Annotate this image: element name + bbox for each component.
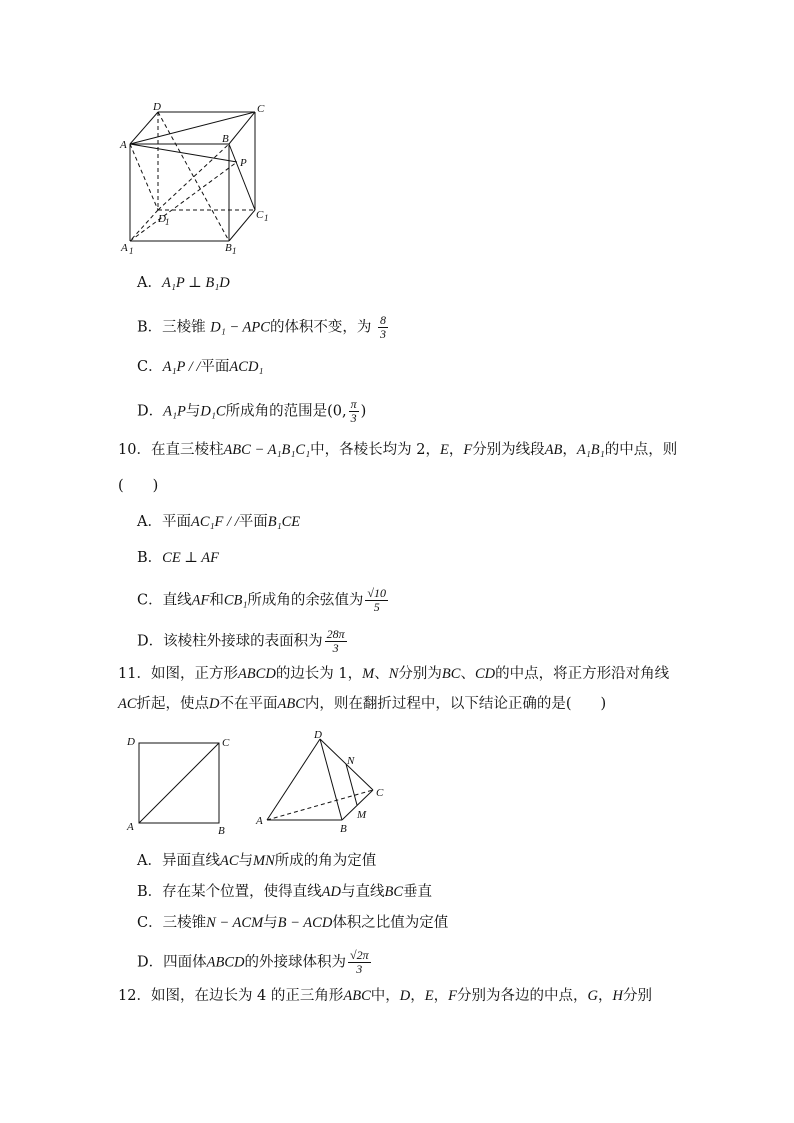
label-D1: D [158, 213, 166, 225]
label-P: P [240, 157, 247, 169]
label-D: D [127, 736, 135, 748]
fraction: $\frac{\pi}{3}$ [350, 397, 357, 425]
fraction: $\frac{28\pi}{3}$ [326, 627, 345, 655]
label-M: M [357, 809, 367, 821]
label-C: C [222, 737, 230, 749]
q11-option-b: B．存在某个位置，使得直线AD与直线BC垂直 [137, 884, 433, 900]
q11-option-c: C．三棱锥N − ACM与B − ACD体积之比值为定值 [137, 915, 449, 931]
label-B1: B [225, 242, 232, 254]
label-A1: A [121, 242, 128, 254]
label-N: N [347, 755, 355, 767]
q10-option-a: A．平面AC₁F / /平面B₁CE [137, 514, 301, 530]
label-B: B [340, 823, 347, 835]
fraction: $\frac{√2\pi}{3}$ [350, 948, 369, 976]
q9-option-d: D．A₁P与D₁C所成角的范围是(0, $\frac{\pi}{3}$ ) [137, 397, 367, 425]
q12-stem-line1: 12．如图，在边长为 4 的正三角形ABC中，D，E，F分别为各边的中点，G，H分别 [118, 988, 652, 1004]
q11-stem-line1: 11．如图，正方形ABCD的边长为 1，M、N分别为BC、CD的中点，将正方形沿对角线 [118, 666, 670, 682]
label-C: C [376, 787, 384, 799]
square-figure [125, 733, 235, 837]
q10-stem-line1: 10．在直三棱柱ABC − A₁B₁C₁中，各棱长均为 2，E，F分别为线段AB，A₁B₁的中点，则 [118, 442, 678, 458]
label-C: C [257, 103, 265, 115]
label-A: A [127, 821, 134, 833]
label-C1-sub: 1 [264, 213, 269, 223]
label-A: A [256, 815, 263, 827]
q9-option-c: C．A₁P / /平面ACD₁ [137, 359, 264, 375]
q11-stem-line2: AC折起，使点D不在平面ABC内，则在翻折过程中，以下结论正确的是( ) [118, 696, 607, 712]
label-C1: C [256, 209, 264, 221]
label-B: B [218, 825, 225, 837]
q11-option-d: D．四面体ABCD的外接球体积为 $\frac{√2\pi}{3}$ [137, 948, 369, 976]
label-D: D [314, 729, 322, 741]
label-A: A [120, 139, 127, 151]
q11-option-a: A．异面直线AC与MN所成的角为定值 [137, 853, 377, 869]
pyramid-figure [252, 726, 392, 836]
q10-option-c: C．直线AF和CB₁所成角的余弦值为 $\frac{√10}{5}$ [137, 586, 386, 614]
q10-option-d: D．该棱柱外接球的表面积为 $\frac{28\pi}{3}$ [137, 627, 345, 655]
q10-stem-line2: ( ) [118, 478, 159, 494]
fraction: $\frac{8}{3}$ [380, 313, 387, 341]
q9-option-b: B．三棱锥 D₁ − APC的体积不变，为 $\frac{8}{3}$ [137, 313, 387, 341]
label-B1-sub: 1 [232, 246, 237, 255]
label-D1-sub: 1 [165, 217, 170, 227]
cube-figure [118, 100, 278, 255]
q10-option-b: B．CE ⊥ AF [137, 550, 220, 566]
label-D: D [153, 101, 161, 113]
fraction: $\frac{√10}{5}$ [367, 586, 386, 614]
label-A1-sub: 1 [129, 246, 134, 255]
q9-option-a: A．A₁P ⊥ B₁D [137, 275, 230, 291]
label-B: B [222, 133, 229, 145]
